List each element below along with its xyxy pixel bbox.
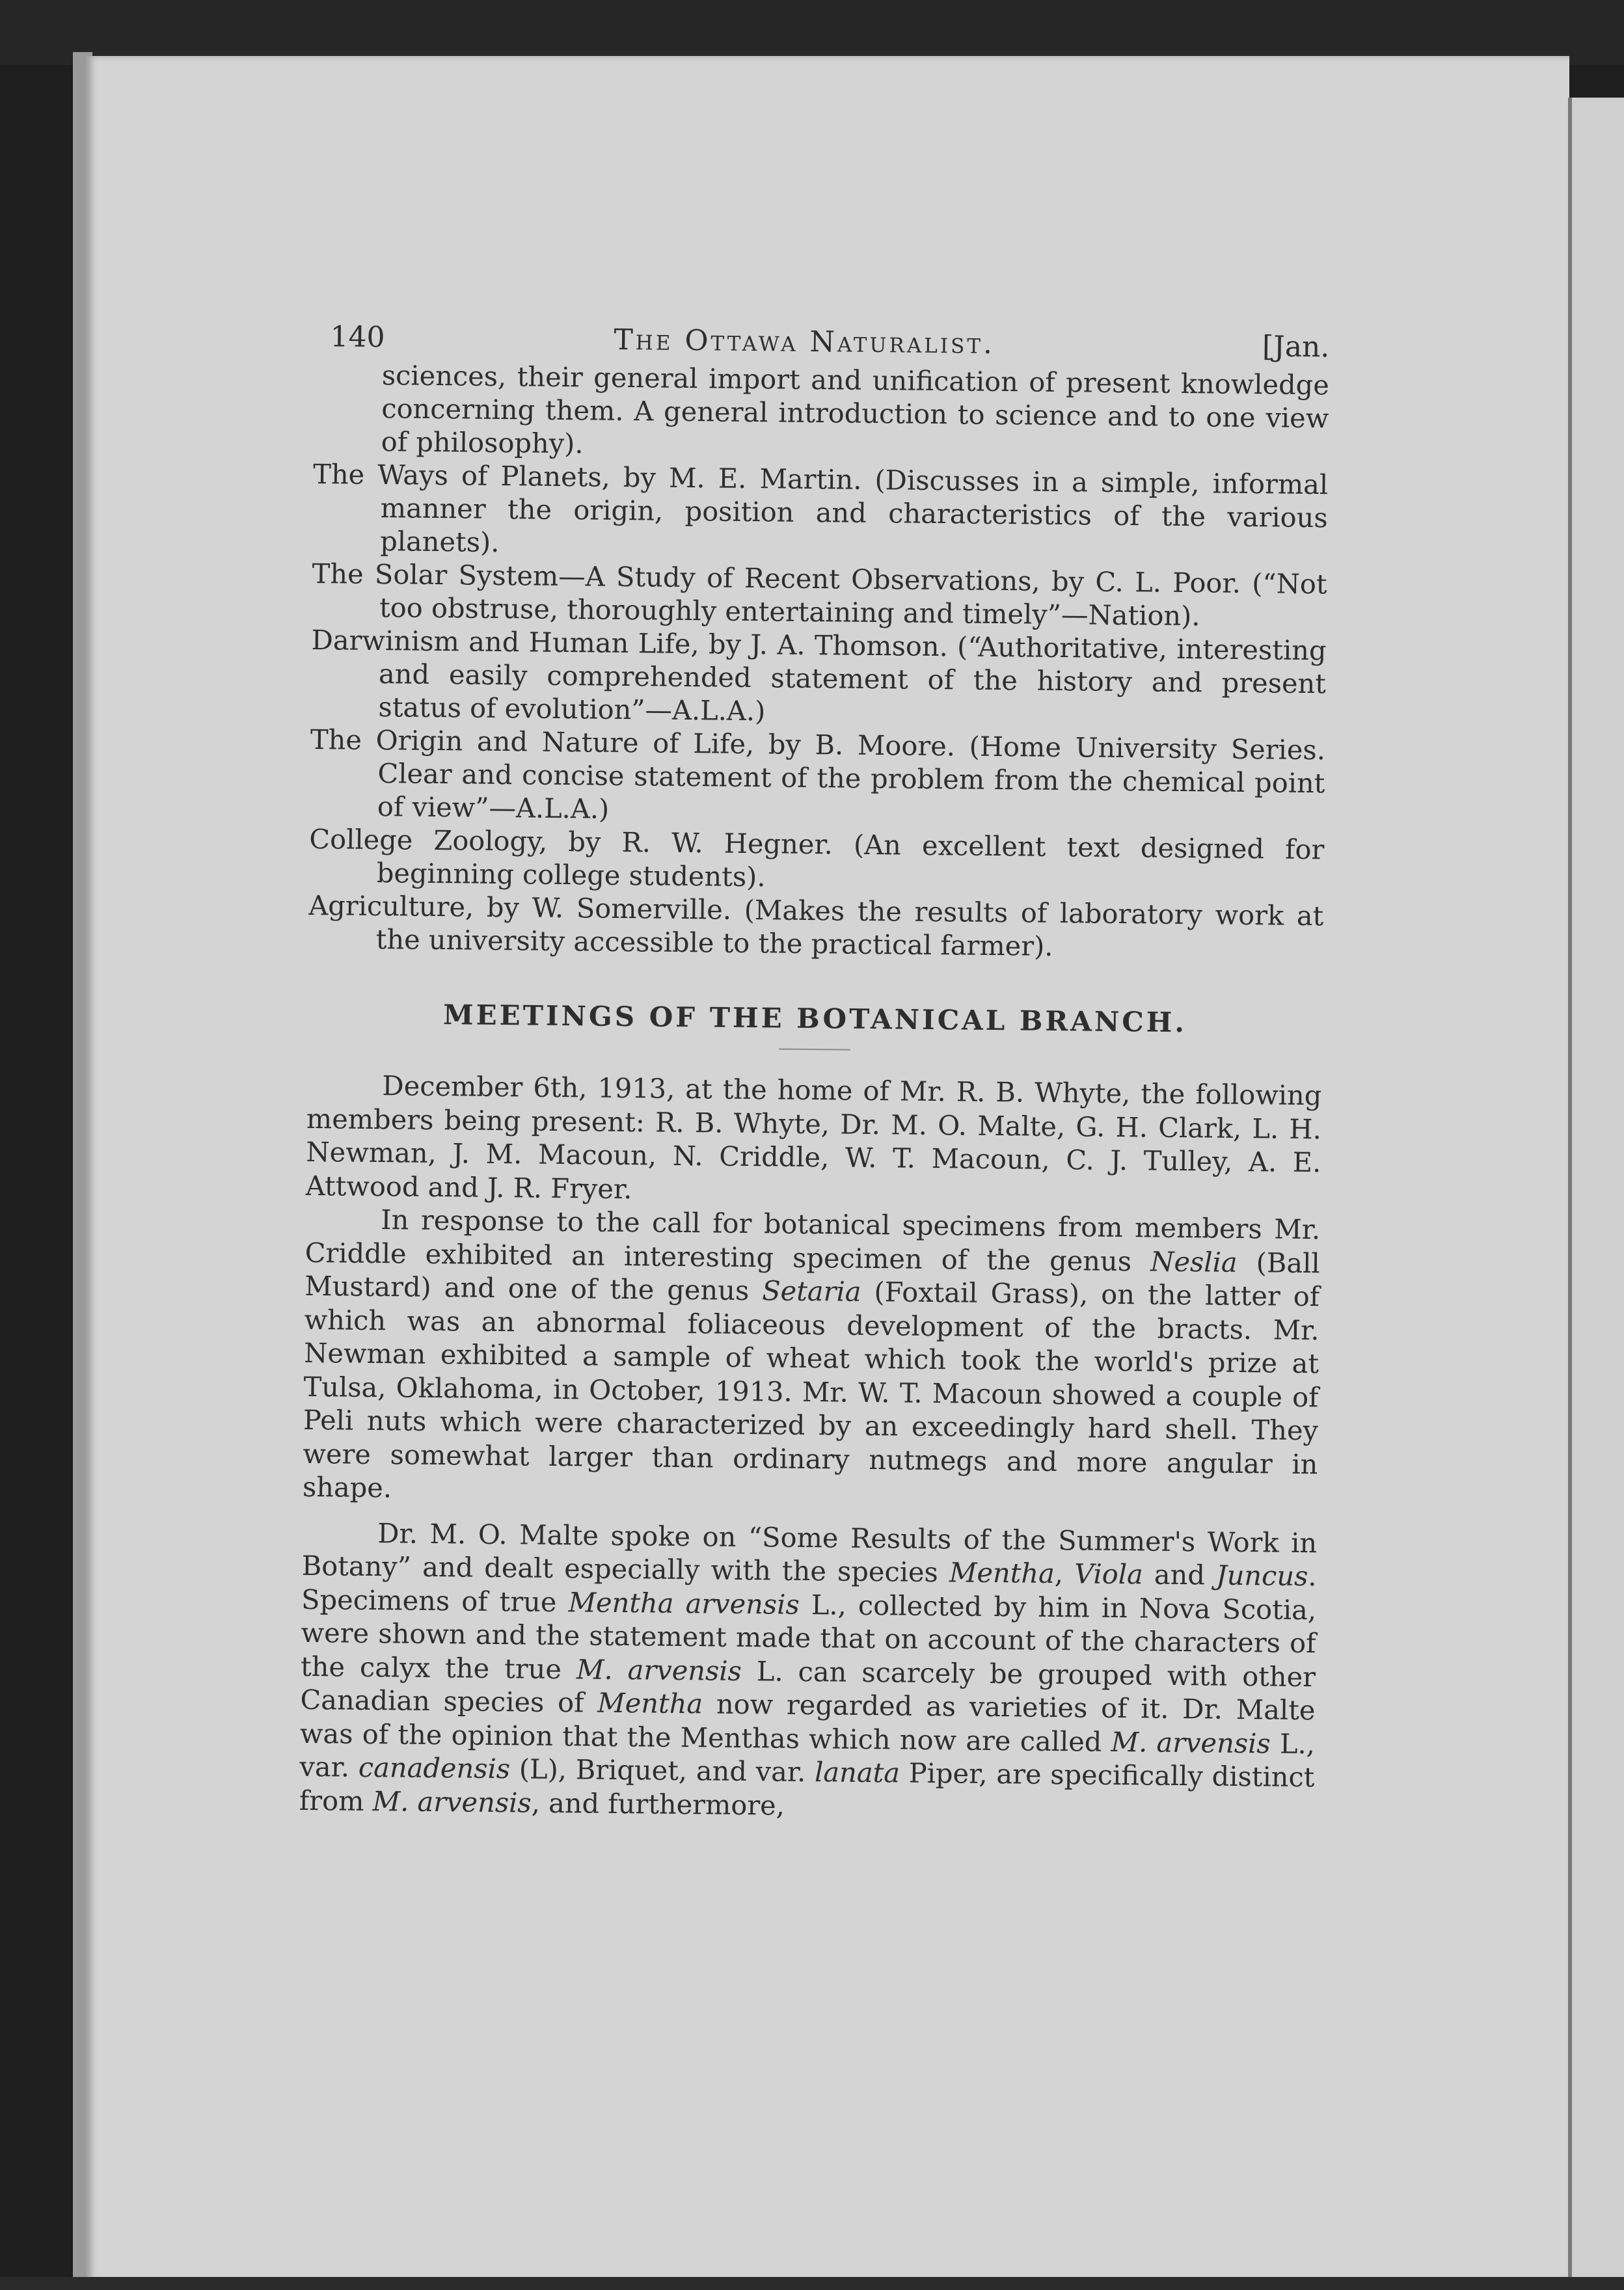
species-name: Juncus [1215,1559,1308,1593]
species-name: M. arvensis [1111,1725,1271,1760]
variety-name: lanata [814,1756,900,1789]
paragraph-malte-talk [299,1515,1318,1827]
reference-entry: sciences, their general import and unification of present knowledge concerning them. A general introduction to science and to one view of philosophy). [381,359,1330,460]
species-name: Mentha [949,1556,1055,1590]
text-run: . Specimens of true [301,1560,1317,1618]
species-name: M. arvensis [372,1785,532,1819]
text-run: , and furthermore, [531,1786,785,1822]
genus-name: Neslia [1150,1245,1238,1278]
text-run: L., collected by him in Nova Scotia, were shown and the statement made that on account of the characters of the calyx the true [300,1588,1317,1685]
scanner-background-bottom [0,2277,1624,2290]
reference-entry: The Solar System—A Study of Recent Observations, by C. L. Poor. (“Not too obstruse, thoroughly entertaining and timely”—Nation). [312,557,1327,632]
page-text [299,306,1330,1827]
section-heading: MEETINGS OF THE BOTANICAL BRANCH. [442,999,1187,1039]
scanner-background-top [0,0,1624,65]
variety-name: canadensis [358,1751,511,1785]
genus-name: Setaria [762,1274,861,1308]
reading-list [308,358,1330,965]
running-head [314,306,1330,368]
species-name: M. arvensis [576,1652,742,1687]
text-run: L., var. [299,1727,1316,1783]
species-name: Mentha [597,1686,703,1720]
text-run: (L), Briquet, and var. [509,1753,815,1788]
paragraph-meeting-attendance: December 6th, 1913, at the home of Mr. R. B. Whyte, the following members being present: R. B. Whyte, Dr. M. O. Malte, G. H. Clark, L. H. Newman, J. M. Macoun, N. Criddle, W. T. Macoun, C. J. Tulley, A. E. Attwood and J. R. Fryer. [305,1070,1322,1205]
text-run: (Foxtail Grass), on the latter of which was an abnormal foliaceous development of the bracts. Mr. Newman exhibited a sample of wheat which took the world's prize at Tulsa, Oklahoma, in October, 1913. Mr. W. T. Macoun showed a couple of Peli nuts which were characterized by an exceedingly hard shell. They were somewhat larger than ordinary nutmegs and more angular in shape. [302,1275,1320,1504]
reference-entry: The Ways of Planets, by M. E. Martin. (Discusses in a simple, informal manner the origin, position and characteristics of the various planets). [313,457,1329,558]
facing-page-edge [1568,98,1624,2290]
text-run: , [1054,1557,1075,1590]
text-run: L. can scarcely be grouped with other Canadian species of [300,1654,1316,1719]
issue-month: [Jan. [1262,330,1330,364]
paragraph-specimens [303,1202,1321,1515]
reference-entry: The Origin and Nature of Life, by B. Moore. (Home University Series. Clear and concise statement of the problem from the chemical point of view”—A.L.A.) [310,723,1326,825]
species-name: Viola [1074,1557,1144,1591]
text-run: Piper, are specifically distinct from [299,1757,1315,1817]
reference-entry: Agriculture, by W. Somerville. (Makes the results of laboratory work at the university accessible to the practical farmer). [308,889,1324,962]
page-number: 140 [330,320,385,355]
heading-rule [779,1049,850,1051]
journal-title: The Ottawa Naturalist. [614,323,995,360]
reference-entry: Darwinism and Human Life, by J. A. Thomson. (“Authoritative, interesting and easily comprehended statement of the history and present status of evolution”—A.L.A.) [311,623,1327,727]
text-run: and [1143,1558,1217,1591]
text-run: In response to the call for botanical specimens from members Mr. Criddle exhibited an interesting specimen of the genus [304,1204,1321,1278]
text-run: Dr. M. O. Malte spoke on “Some Results of the Summer's Work in Botany” and dealt especially with the species [301,1516,1318,1589]
reference-entry: College Zoology, by R. W. Hegner. (An excellent text designed for beginning college students). [309,822,1325,893]
species-name: Mentha arvensis [568,1585,800,1621]
text-run: now regarded as varieties of it. Dr. Malte was of the opinion that the Menthas which now are called [299,1688,1316,1758]
text-run: (Ball Mustard) and one of the genus [304,1246,1320,1307]
